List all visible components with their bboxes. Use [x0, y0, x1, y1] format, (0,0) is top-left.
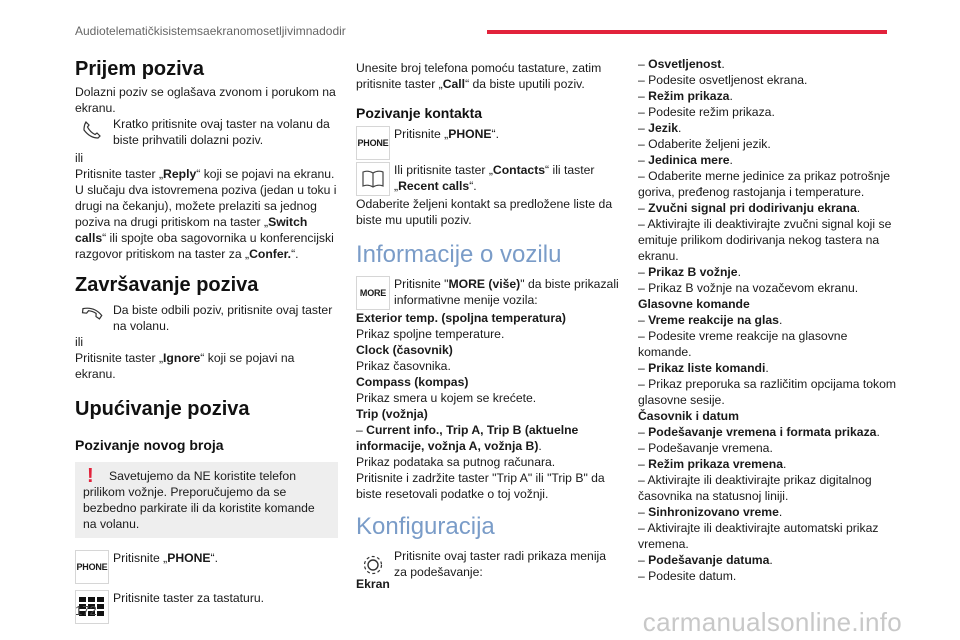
text: Current info., Trip A, Trip B (aktuelne informacije, vožnja A, vožnja B) — [356, 423, 579, 453]
text: Aktivirajte ili deaktivirajte zvučni signal koji se emituje prilikom dodirivanja nekog tastera na ekranu. — [638, 217, 892, 263]
text: . — [678, 121, 682, 135]
text: “ koji se pojavi na ekranu. — [75, 351, 295, 381]
settings-line — [638, 504, 900, 520]
text: Aktivirajte ili deaktivirajte automatski prikaz vremena. — [638, 521, 879, 551]
more-label: MORE (više) — [448, 277, 521, 291]
phone-button-icon: PHONE — [75, 550, 109, 584]
text: . — [729, 153, 733, 167]
dash: – — [638, 265, 649, 279]
settings-line — [638, 104, 900, 120]
text: Podešavanje vremena. — [648, 441, 773, 455]
text: . — [721, 57, 725, 71]
text: Pritisnite taster „ — [75, 167, 164, 181]
paragraph — [75, 182, 338, 262]
phone-button-icon: PHONE — [356, 126, 390, 160]
text: Compass (kompas) — [356, 375, 469, 389]
subheading-pozivanje-kontakta: Pozivanje kontakta — [356, 105, 483, 121]
text: “. — [491, 127, 499, 141]
heading-konfiguracija: Konfiguracija — [356, 513, 495, 540]
icon-row-text — [394, 126, 499, 142]
icon-row-settings — [356, 548, 620, 582]
dash: – — [638, 281, 649, 295]
dash: – — [638, 505, 649, 519]
text: Podesite osvetljenost ekrana. — [648, 73, 808, 87]
text: . — [769, 553, 773, 567]
phone-hangup-icon — [75, 302, 109, 328]
text: . — [538, 439, 542, 453]
icon-row-text: Pritisnite taster za tastaturu. — [113, 591, 265, 605]
column-2 — [356, 56, 620, 592]
settings-line — [638, 456, 900, 472]
dash: – — [638, 457, 649, 471]
text: Unesite broj telefona pomoću tastature, zatim pritisnite taster „ — [356, 61, 602, 91]
paragraph: Odaberite željeni kontakt sa predložene liste da biste mu uputili poziv. — [356, 197, 613, 227]
icon-row-answer — [75, 116, 338, 148]
text: U slučaju dva istovremena poziva (jedan u toku i drugi na čekanju), možete prelaziti sa jednog poziva na drugi pritiskom na taster „ — [75, 183, 337, 229]
bold-text: Sinhronizovano vreme — [648, 505, 779, 519]
settings-line — [638, 56, 900, 72]
icon-row-phone — [75, 550, 338, 584]
text: Aktivirajte ili deaktivirajte prikaz digitalnog časovnika na statusnoj liniji. — [638, 473, 872, 503]
bold-text: Režim prikaza — [648, 89, 730, 103]
dash: – — [638, 521, 648, 535]
settings-line — [638, 552, 900, 568]
text: Prikaz B vožnje na vozačevom ekranu. — [648, 281, 859, 295]
text: Odaberite merne jedinice za prikaz potrošnje goriva, pređenog rastojanja i temperature. — [638, 169, 891, 199]
icon-row-contacts — [356, 162, 620, 196]
dash: – — [638, 73, 649, 87]
settings-line — [638, 360, 900, 376]
text: – — [356, 423, 367, 437]
bold-text: Podešavanje datuma — [648, 553, 770, 567]
settings-line — [638, 136, 900, 152]
dash: – — [638, 121, 649, 135]
ili-text: ili — [75, 151, 84, 165]
text: Trip (vožnja) — [356, 407, 428, 421]
text: Odaberite željeni jezik. — [648, 137, 771, 151]
watermark: carmanualsonline.info — [642, 607, 902, 637]
text: Pritisnite „ — [113, 551, 168, 565]
icon-row-text — [394, 276, 620, 308]
icon-row-text: Pritisnite ovaj taster radi prikaza menija za podešavanje: — [394, 549, 607, 579]
settings-line — [638, 168, 900, 200]
settings-line — [638, 264, 900, 280]
settings-line — [638, 216, 900, 264]
settings-line — [638, 72, 900, 88]
settings-line — [638, 408, 900, 424]
settings-line — [638, 280, 900, 296]
dash: – — [638, 153, 649, 167]
dash: – — [638, 441, 649, 455]
dash: – — [638, 169, 649, 183]
settings-line — [638, 520, 900, 552]
text: . — [729, 89, 733, 103]
icon-row-more — [356, 276, 620, 310]
bold-text: Režim prikaza vremena — [648, 457, 783, 471]
text: Clock (časovnik) — [356, 343, 453, 357]
bold-text: Osvetljenost — [648, 57, 722, 71]
settings-line — [638, 296, 900, 312]
bold-text: Glasovne komande — [638, 297, 750, 311]
icon-row-text: Kratko pritisnite ovaj taster na volanu da biste prihvatili dolazni poziv. — [113, 117, 330, 147]
settings-line — [638, 312, 900, 328]
switch-calls-label: Switch calls — [75, 215, 308, 245]
icon-row-text — [113, 550, 218, 566]
text: Pritisnite „ — [394, 127, 449, 141]
settings-line — [638, 376, 900, 408]
settings-line — [638, 88, 900, 104]
text: " da biste prikazali informativne menije vozila: — [394, 277, 619, 307]
dash: – — [638, 105, 649, 119]
text: “. — [469, 179, 477, 193]
paragraph — [75, 166, 338, 182]
settings-line — [638, 440, 900, 456]
text: Podesite datum. — [648, 569, 737, 583]
menu-desc: Prikaz spoljne temperature. — [356, 327, 505, 341]
text: Podesite režim prikaza. — [648, 105, 775, 119]
settings-line — [638, 152, 900, 168]
bold-text: Vreme reakcije na glas — [648, 313, 779, 327]
text: . — [856, 201, 861, 215]
bold-text: Zvučni signal pri dodirivanju ekrana — [648, 201, 857, 215]
text: Pritisnite " — [394, 277, 449, 291]
call-label: Call — [442, 77, 466, 91]
icon-row-hangup — [75, 302, 338, 334]
text: Exterior temp. (spoljna temperatura) — [356, 311, 566, 325]
page-number: 172 — [75, 603, 97, 618]
text: “ da biste uputili poziv. — [465, 77, 585, 91]
text: Ili pritisnite taster „ — [394, 163, 493, 177]
column-1 — [75, 56, 338, 624]
settings-line — [638, 424, 900, 440]
settings-line — [638, 472, 900, 504]
text: “ ili spojte oba sagovornika u konferencijski razgovor pritiskom na taster za „ — [75, 231, 334, 261]
dash: – — [638, 313, 649, 327]
dash: – — [638, 425, 649, 439]
ignore-label: Ignore — [163, 351, 201, 365]
recent-calls-label: Recent calls — [398, 179, 470, 193]
more-button-icon: MORE — [356, 276, 390, 310]
paragraph — [75, 350, 338, 382]
text: Prikaz preporuka sa različitim opcijama tokom glasovne sesije. — [638, 377, 897, 407]
icon-row-text: Da biste odbili poziv, pritisnite ovaj taster na volanu. — [113, 303, 333, 333]
settings-line — [638, 200, 900, 216]
paragraph: Dolazni poziv se oglašava zvonom i porukom na ekranu. — [75, 85, 336, 115]
menu-desc: Prikaz smera u kojem se krećete. — [356, 391, 537, 405]
settings-line — [638, 328, 900, 360]
heading-informacije-o-vozilu: Informacije o vozilu — [356, 241, 562, 268]
dash: – — [638, 89, 649, 103]
text: “ koji se pojavi na ekranu. — [196, 167, 335, 181]
bold-text: Podešavanje vremena i formata prikaza — [648, 425, 877, 439]
contacts-book-icon — [356, 162, 390, 196]
warning-text: Savetujemo da NE koristite telefon prilikom vožnje. Preporučujemo da se bezbedno parkirate ili da koristite komande na volanu. — [83, 469, 315, 531]
settings-line — [638, 120, 900, 136]
menu-desc: Prikaz podataka sa putnog računara. — [356, 455, 556, 469]
icon-row-phone — [356, 126, 620, 160]
bold-text: Jezik — [648, 121, 678, 135]
dash: – — [638, 201, 649, 215]
bold-text: Prikaz liste komandi — [648, 361, 766, 375]
dash: – — [638, 473, 648, 487]
icon-row-keypad — [75, 590, 338, 624]
menu-title — [356, 374, 620, 390]
dash: – — [638, 217, 648, 231]
dash: – — [638, 569, 649, 583]
bold-text: Časovnik i datum — [638, 409, 739, 423]
menu-desc: Pritisnite i zadržite taster "Trip A" ili "Trip B" da biste resetovali podatke o toj vožnji. — [356, 471, 605, 501]
subheading-pozivanje-novog-broja: Pozivanje novog broja — [75, 437, 224, 453]
menu-desc: Prikaz časovnika. — [356, 359, 451, 373]
text: . — [782, 457, 787, 471]
phone-answer-icon — [75, 116, 109, 144]
dash: – — [638, 553, 649, 567]
dash: – — [638, 329, 649, 343]
warning-icon: ! — [87, 465, 94, 487]
header-accent-bar — [487, 30, 887, 34]
heading-prijem-poziva: Prijem poziva — [75, 58, 204, 80]
text: “ ili taster „ — [394, 163, 595, 193]
contacts-label: Contacts — [492, 163, 546, 177]
settings-line — [638, 568, 900, 584]
menu-title — [356, 406, 620, 422]
warning-box — [75, 462, 338, 538]
dash: – — [638, 377, 649, 391]
icon-row-text — [394, 162, 620, 194]
text: “. — [291, 247, 299, 261]
paragraph — [356, 60, 620, 92]
bold-text: Jedinica mere — [648, 153, 730, 167]
menu-title — [356, 310, 620, 326]
running-header: Audiotelematičkisistemsaekranomosetljivimnadodir — [75, 24, 346, 38]
phone-label: PHONE — [448, 127, 492, 141]
text: “. — [210, 551, 218, 565]
reply-label: Reply — [163, 167, 197, 181]
ili-text: ili — [75, 335, 84, 349]
heading-upucivanje-poziva: Upućivanje poziva — [75, 398, 250, 420]
confer-label: Confer. — [249, 247, 292, 261]
bold-text: Prikaz B vožnje — [648, 265, 738, 279]
text: Podesite vreme reakcije na glasovne komande. — [638, 329, 848, 359]
phone-label: PHONE — [167, 551, 211, 565]
text: . — [765, 361, 769, 375]
dash: – — [638, 361, 649, 375]
text: Pritisnite taster „ — [75, 351, 164, 365]
dash: – — [638, 57, 649, 71]
menu-title — [356, 342, 620, 358]
heading-zavrsavanje-poziva: Završavanje poziva — [75, 274, 259, 296]
text: . — [876, 425, 880, 439]
text: Ekran — [356, 577, 390, 591]
menu-item — [356, 422, 620, 454]
dash: – — [638, 137, 649, 151]
text: . — [737, 265, 741, 279]
text: . — [778, 313, 783, 327]
column-3 — [638, 56, 900, 584]
text: . — [778, 505, 783, 519]
